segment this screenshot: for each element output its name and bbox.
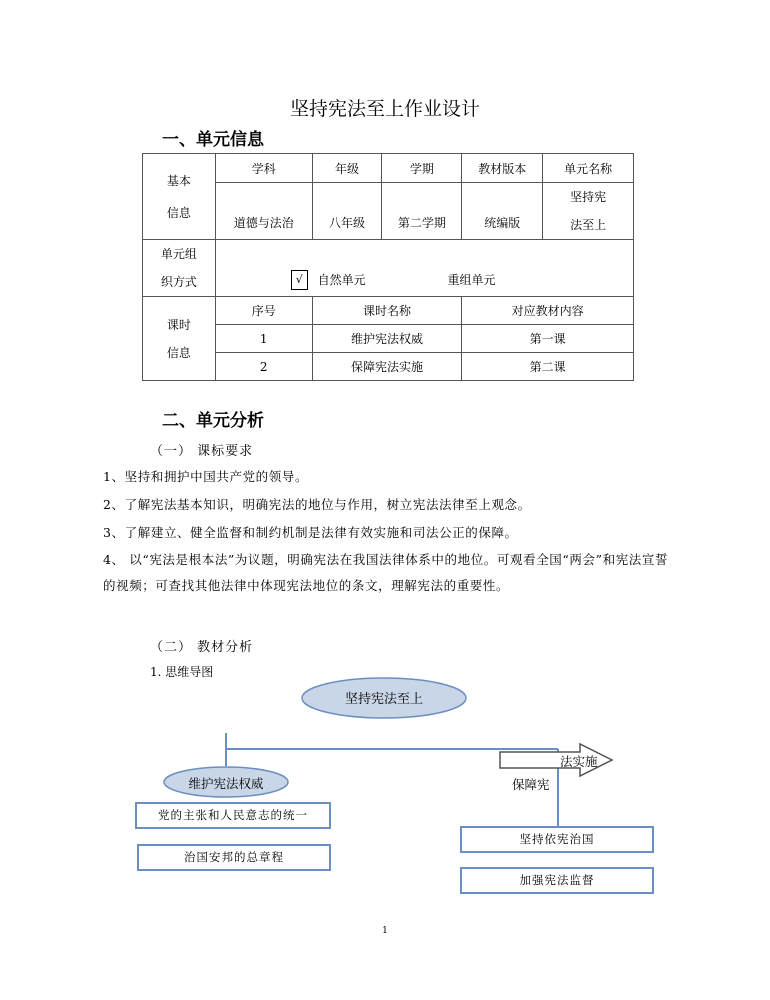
lesson-name: 保障宪法实施 — [312, 353, 462, 381]
lesson-name: 维护宪法权威 — [312, 325, 462, 353]
requirement-3: 3、了解建立、健全监督和制约机制是法律有效实施和司法公正的保障。 — [103, 525, 518, 540]
requirement-1: 1、坚持和拥护中国共产党的领导。 — [103, 469, 309, 484]
value-grade: 八年级 — [312, 183, 382, 240]
right-item-2: 加强宪法监督 — [460, 867, 654, 894]
value-term: 第二学期 — [382, 183, 462, 240]
right-node-part-a: 保障宪 — [512, 777, 550, 792]
left-node: 维护宪法权威 — [188, 776, 264, 791]
checkbox-natural-unit[interactable]: √ — [291, 270, 308, 290]
header-grade: 年级 — [312, 154, 382, 183]
value-subject: 道德与法治 — [215, 183, 312, 240]
lesson-no: 2 — [215, 353, 312, 381]
header-subject: 学科 — [215, 154, 312, 183]
option-regroup-unit: 重组单元 — [447, 272, 496, 287]
left-item-2: 治国安邦的总章程 — [137, 844, 331, 871]
option-natural-unit: 自然单元 — [317, 272, 366, 287]
section-heading-2: 二、单元分析 — [162, 411, 264, 431]
lesson-header-content: 对应教材内容 — [462, 297, 634, 325]
requirement-4: 4、 以“宪法是根本法”为议题，明确宪法在我国法律体系中的地位。可观看全国“两会”和宪法宣誓的视频；可查找其他法律中体现宪法地位的条文，理解宪法的重要性。 — [103, 552, 669, 593]
page-number: 1 — [382, 926, 388, 936]
header-edition: 教材版本 — [462, 154, 543, 183]
lesson-content: 第一课 — [462, 325, 634, 353]
subsection-curriculum: （一） 课标要求 — [150, 444, 254, 459]
lesson-header-name: 课时名称 — [312, 297, 462, 325]
value-unit-name: 坚持宪 法至上 — [543, 183, 634, 240]
mindmap-label: 1. 思维导图 — [150, 665, 214, 679]
lesson-no: 1 — [215, 325, 312, 353]
root-node: 坚持宪法至上 — [344, 692, 423, 707]
page-title: 坚持宪法至上作业设计 — [289, 98, 480, 120]
requirement-2: 2、了解宪法基本知识，明确宪法的地位与作用，树立宪法法律至上观念。 — [103, 497, 531, 512]
basic-info-label: 基本 信息 — [143, 154, 216, 240]
lesson-header-no: 序号 — [215, 297, 312, 325]
section-heading-1: 一、单元信息 — [162, 130, 264, 150]
header-term: 学期 — [382, 154, 462, 183]
right-node-part-b: 法实施 — [560, 754, 598, 769]
right-item-1: 坚持依宪治国 — [460, 826, 654, 853]
org-method-label: 单元组 织方式 — [143, 240, 216, 297]
value-edition: 统编版 — [462, 183, 543, 240]
lesson-info-label: 课时 信息 — [143, 297, 216, 381]
lesson-content: 第二课 — [462, 353, 634, 381]
subsection-textbook: （二） 教材分析 — [150, 640, 254, 655]
header-unit-name: 单元名称 — [543, 154, 634, 183]
left-item-1: 党的主张和人民意志的统一 — [135, 802, 331, 829]
